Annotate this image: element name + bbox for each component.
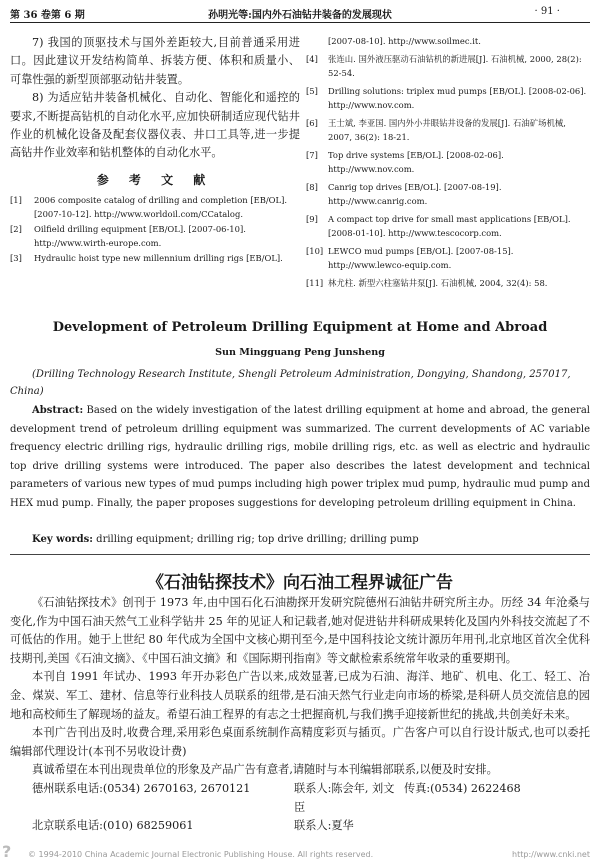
right-column [306, 34, 590, 294]
reference-item: [4] 张连山. 国外液压驱动石油钻机的新进展[J]. 石油机械, 2000, 28(2): 52-54. [306, 54, 582, 78]
contact-person: 联系人:夏华 [294, 819, 354, 833]
ad-paragraph: 《石油钻探技术》创刊于 1973 年,由中国石化石油勘探开发研究院德州石油钻井研究所主办。历经 34 年沧桑与变化,作为中国石油天然气工业科学钻井 25 年的见证人和记载者,她对促进钻井科研成果转化及国内外科技交流起了不可低估的作用。她于上世纪 80 年代成为全国中文核心期刊至今,是中国科技论文统计源历年用刊,北京地区首次全优科技期刊,美国《石油文摘》、《中国石油文摘》和《国际期刊指南》等文献检索系统常年收录的重要期刊。 [10, 596, 590, 665]
contact-phone: 德州联系电话:(0534) 2670163, 2670121 [32, 781, 251, 795]
keywords-label: Key words: [32, 534, 93, 545]
abstract-label: Abstract: [32, 405, 84, 416]
contact-row [10, 780, 590, 817]
body-paragraph: 7) 我国的顶驱技术与国外差距较大,目前普通采用进口。因此建议开发结构简单、拆装方便、体积和质量小、可靠性强的新型顶部驱动钻井装置。 [10, 36, 300, 86]
reference-item: [2] Oilfield drilling equipment [EB/OL]. [2007-06-10]. http://www.wirth-europe.com. [10, 224, 246, 249]
contact-phone: 北京联系电话:(010) 68259061 [32, 819, 194, 833]
contact-fax: 传真:(0534) 2622468 [404, 781, 521, 795]
reference-item: [8] Canrig top drives [EB/OL]. [2007-08-19]. http://www.canrig.com. [306, 182, 502, 206]
volume-issue: 第 36 卷第 6 期 [10, 10, 85, 21]
ad-paragraph: 真诚希望在本刊出现贵单位的形象及产品广告有意者,请随时与本刊编辑部联系,以便及时安排。 [32, 763, 498, 777]
references-heading: 参 考 文 献 [96, 172, 214, 187]
reference-item: [9] A compact top drive for small mast applications [EB/OL]. [2008-01-10]. http://www.tescocorp.com. [306, 214, 571, 238]
reference-item: [5] Drilling solutions: triplex mud pumps [EB/OL]. [2008-02-06]. http://www.nov.com. [306, 86, 587, 110]
left-column [10, 34, 300, 266]
cnki-logo-icon: ? [2, 842, 12, 861]
reference-item: [10] LEWCO mud pumps [EB/OL]. [2007-08-15]. http://www.lewco-equip.com. [306, 246, 514, 270]
page-number: · 91 · [534, 6, 560, 17]
running-title: 孙明光等:国内外石油钻井装备的发展现状 [208, 10, 392, 21]
keywords-text: drilling equipment; drilling rig; top drive drilling; drilling pump [93, 534, 419, 545]
footer-url: http://www.cnki.net [512, 850, 590, 859]
ad-paragraph: 本刊自 1991 年试办、1993 年开办彩色广告以来,成效显著,已成为石油、海洋、地矿、机电、化工、轻工、冶金、煤炭、军工、建材、信息等行业科技人员联系的纽带,是石油天然气行业走向市场的桥梁,是科研人员交流信息的园地和高校师生了解现场的益友。希望石油工程界的有志之士把握商机,与我们携手迎接新世纪的挑战,共创美好未来。 [10, 670, 590, 721]
contact-row [10, 817, 590, 836]
running-header [10, 6, 590, 23]
copyright-notice: © 1994-2010 China Academic Journal Electronic Publishing House. All rights reserved. [28, 850, 374, 859]
reference-item: [7] Top drive systems [EB/OL]. [2008-02-06]. http://www.nov.com. [306, 150, 504, 174]
body-paragraph: 8) 为适应钻井装备机械化、自动化、智能化和遥控的要求,不断提高钻机的自动化水平,应加快研制适应现代钻井作业的机械化设备及配套仪器仪表、井口工具等,进一步提高钻井作业效率和钻机整体的自动化水平。 [10, 91, 300, 160]
english-affiliation: (Drilling Technology Research Institute, Shengli Petroleum Administration, Dongying, Shandong, 257017, China) [10, 369, 571, 397]
ad-body [10, 594, 590, 836]
ad-paragraph: 本刊广告刊出及时,收费合理,采用彩色桌面系统制作高精度彩页与插页。广告客户可以自行设计版式,也可以委托编辑部代理设计(本刊不另收设计费) [10, 726, 590, 758]
reference-item: [1] 2006 composite catalog of drilling and completion [EB/OL]. [2007-10-12]. http://www.worldoil.com/CCatalog. [10, 195, 288, 220]
reference-item: [11] 林尤柱. 新型六柱塞钻井泵[J]. 石油机械, 2004, 32(4): 58. [306, 278, 548, 288]
english-title: Development of Petroleum Drilling Equipment at Home and Abroad [52, 320, 548, 335]
english-keywords [10, 532, 590, 548]
section-divider [10, 554, 590, 555]
abstract-text: Based on the widely investigation of the latest drilling equipment at home and abroad, the general development trend of petroleum drilling equipment was summarized. The current developments of AC variable frequency electric drilling rigs, hydraulic drilling rigs, mobile drilling rigs, etc. as well as electric and hydraulic top drive drilling systems were introduced. The paper also describes the latest development and technical parameters of various new types of mud pumps including high power triplex mud pump, hydraulic mud pump and HEX mud pump. Finally, the paper proposes suggestions for developing petroleum drilling equipment in China. [10, 405, 590, 509]
english-abstract [10, 402, 590, 513]
reference-item: [6] 王士斌, 李亚国. 国内外小井眼钻井设备的发展[J]. 石油矿场机械, 2007, 36(2): 18-21. [306, 118, 566, 142]
contact-person: 联系人:陈会年, 刘文臣 [294, 781, 395, 814]
reference-continuation: [2007-08-10]. http://www.soilmec.it. [328, 36, 481, 46]
ad-title: 《石油钻探技术》向石油工程界诚征广告 [147, 573, 453, 593]
english-authors: Sun Mingguang Peng Junsheng [215, 347, 385, 358]
reference-item: [3] Hydraulic hoist type new millennium drilling rigs [EB/OL]. [10, 253, 283, 264]
